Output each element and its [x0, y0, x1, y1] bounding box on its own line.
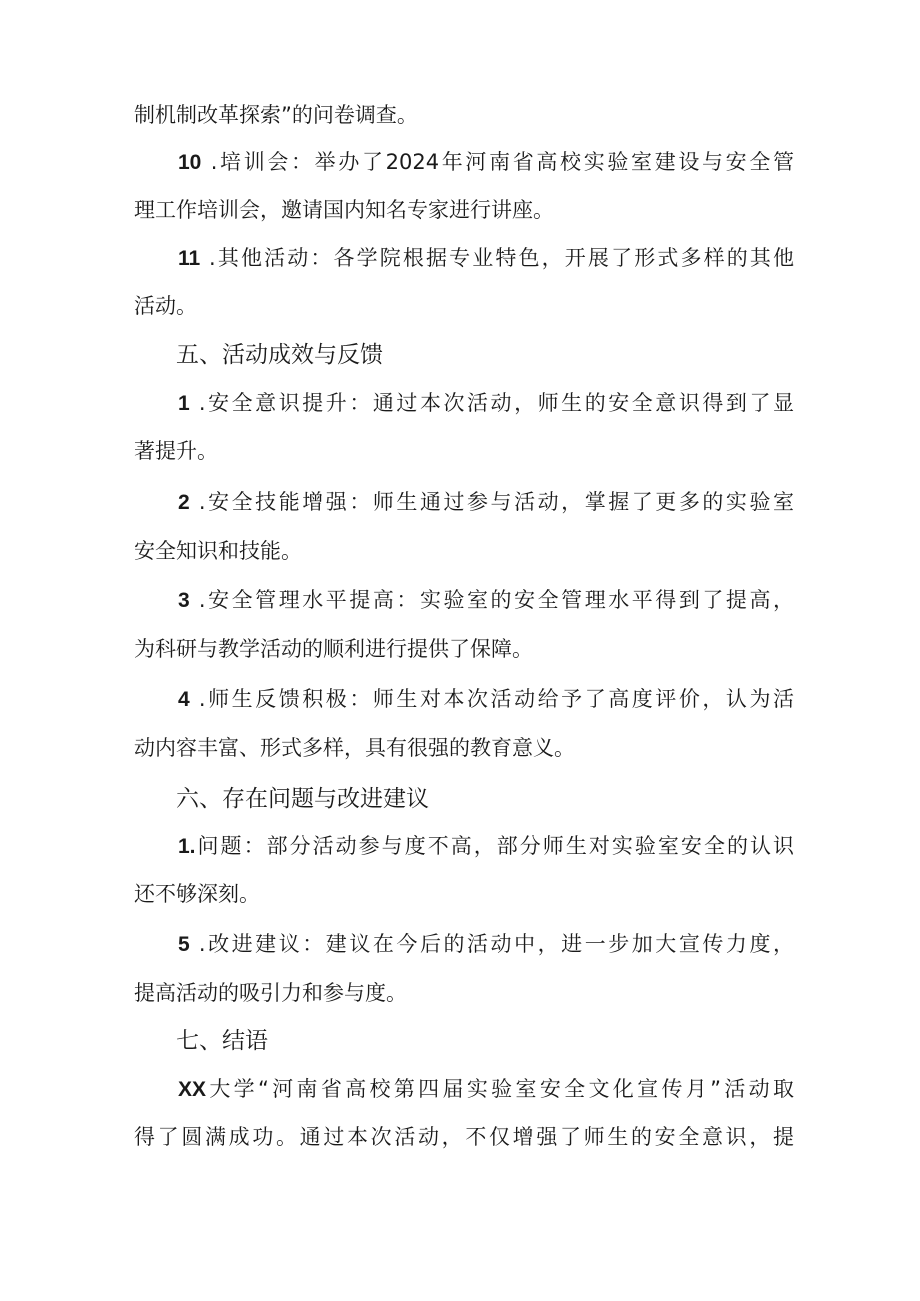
item-number: 2 [178, 491, 190, 514]
paragraph-line: 动内容丰富、形式多样，具有很强的教育意义。 [134, 736, 575, 760]
paragraph-line [178, 585, 794, 616]
item-text: .安全意识提升：通过本次活动，师生的安全意识得到了显 [189, 391, 794, 415]
item-number: 1. [178, 835, 196, 858]
section-heading: 五、活动成效与反馈 [176, 342, 383, 368]
item-number: 4 [178, 688, 190, 711]
item-number: 3 [178, 589, 190, 612]
section-heading: 七、结语 [176, 1028, 268, 1054]
paragraph-line: 制机制改革探索”的问卷调查。 [134, 103, 418, 127]
item-number: 5 [178, 933, 190, 956]
paragraph-line: 理工作培训会，邀请国内知名专家进行讲座。 [134, 198, 554, 222]
paragraph-line: 得了圆满成功。通过本次活动，不仅增强了师生的安全意识，提 [134, 1125, 794, 1149]
item-text: .安全技能增强：师生通过参与活动，掌握了更多的实验室 [189, 490, 794, 514]
item-number: XX [178, 1078, 207, 1101]
paragraph-line: 活动。 [134, 294, 197, 318]
paragraph-line [178, 831, 794, 862]
item-text: .师生反馈积极：师生对本次活动给予了高度评价，认为活 [189, 687, 794, 711]
paragraph-line [178, 243, 794, 274]
item-text: .改进建议：建议在今后的活动中，进一步加大宣传力度， [189, 932, 794, 956]
paragraph-line [178, 929, 794, 960]
paragraph-line [178, 388, 794, 419]
paragraph-line: 还不够深刻。 [134, 882, 260, 906]
item-text: .其他活动：各学院根据专业特色，开展了形式多样的其他 [200, 246, 794, 270]
item-text: 问题：部分活动参与度不高，部分师生对实验室安全的认识 [195, 834, 794, 858]
paragraph-line [178, 487, 794, 518]
item-number: 1 [178, 392, 190, 415]
item-number: 10 [178, 151, 202, 174]
paragraph-line: 安全知识和技能。 [134, 539, 302, 563]
item-number: 11 [178, 247, 201, 270]
paragraph-line [178, 147, 794, 178]
section-heading: 六、存在问题与改进建议 [176, 786, 429, 812]
paragraph-line [178, 1074, 794, 1105]
paragraph-line: 为科研与教学活动的顺利进行提供了保障。 [134, 637, 533, 661]
item-text: 大学“河南省高校第四届实验室安全文化宣传月”活动取 [206, 1077, 794, 1101]
item-text: .安全管理水平提高：实验室的安全管理水平得到了提高， [189, 588, 794, 612]
item-text: .培训会：举办了2024年河南省高校实验室建设与安全管 [201, 150, 794, 174]
paragraph-line: 著提升。 [134, 439, 218, 463]
paragraph-line: 提高活动的吸引力和参与度。 [134, 981, 407, 1005]
paragraph-line [178, 684, 794, 715]
